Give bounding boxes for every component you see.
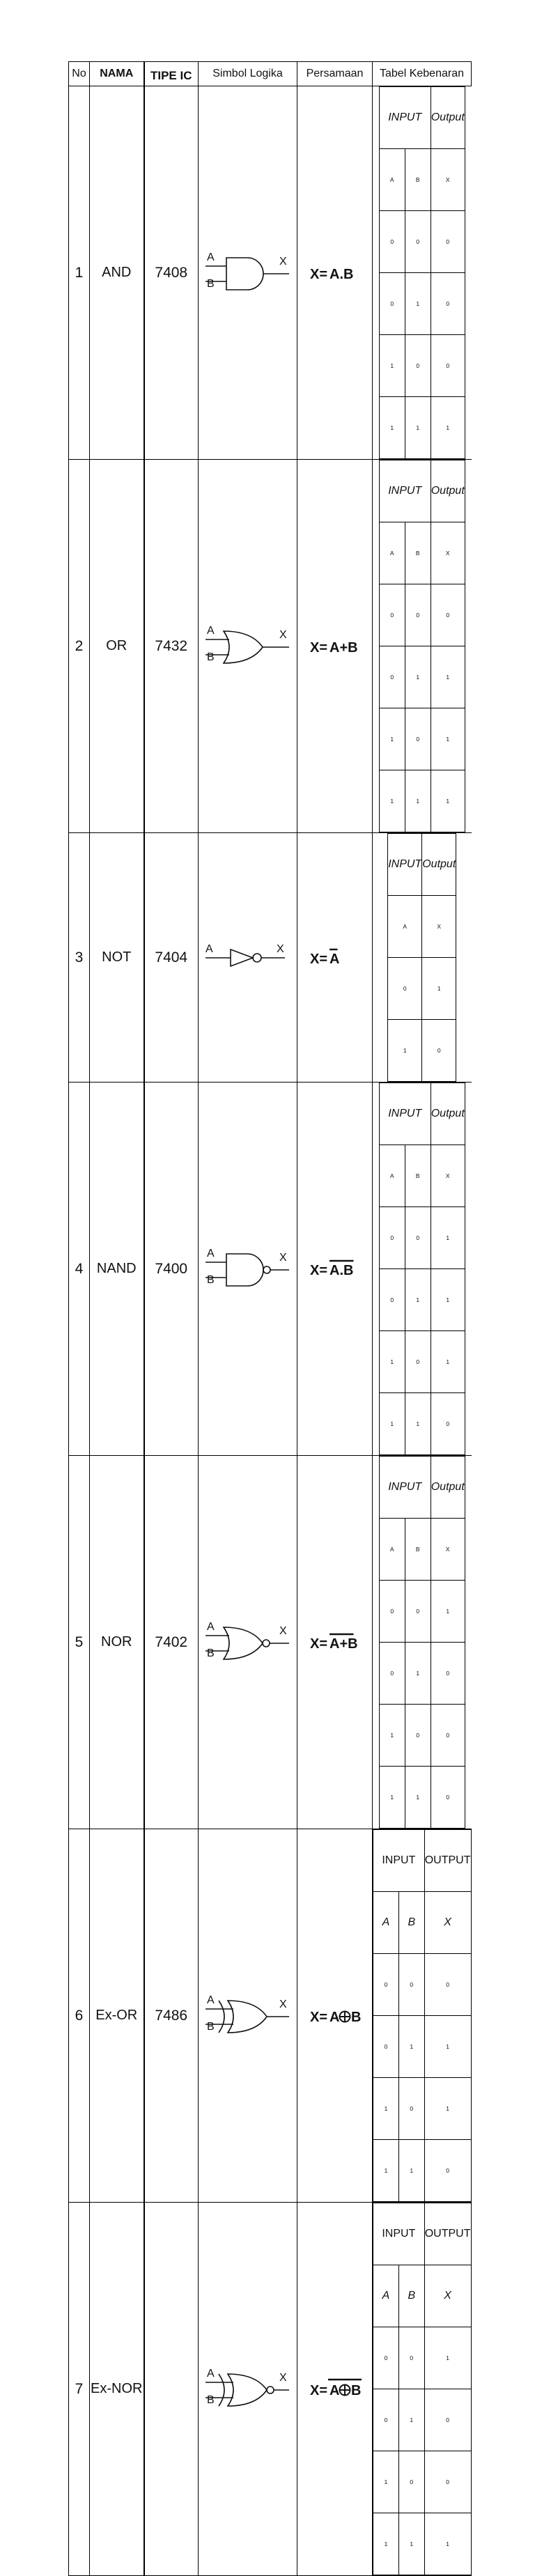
truth-table-row: [379, 1269, 465, 1331]
truth-table-columns: [379, 149, 465, 211]
gate-row-xnor: [69, 2203, 472, 2576]
truth-table-cell: 1: [405, 1767, 431, 1829]
truth-table-cell: 0: [424, 2389, 471, 2451]
truth-table-cell: 0: [379, 1269, 405, 1331]
equation-not: [300, 944, 370, 972]
truth-table-cell: 1: [424, 2327, 471, 2389]
truth-table-cell: 0: [373, 2389, 399, 2451]
truth-table-columns: [379, 522, 465, 584]
equation-cell: [297, 1083, 373, 1456]
equation-cell: [297, 86, 373, 460]
equation-prefix: X=: [309, 266, 327, 282]
header-no: No: [69, 62, 90, 86]
header-row: [69, 62, 472, 86]
truth-table-columns: [379, 1145, 465, 1207]
truth-table-cell: 0: [431, 273, 465, 335]
equation-prefix: X=: [309, 639, 327, 655]
truth-table-row: [373, 2078, 472, 2140]
truth-table-output-header: Output: [431, 87, 465, 149]
truth-table-cell: 0: [379, 1207, 405, 1269]
truth-table-cell: 0: [405, 1705, 431, 1767]
equation-operand-b: B: [350, 2009, 361, 2025]
truth-table-cell: 0: [373, 2327, 399, 2389]
truth-table-head: [373, 2203, 472, 2265]
truth-table-cell: 0: [379, 1643, 405, 1705]
truth-table-cell: 1: [431, 1207, 465, 1269]
equation-cell: [297, 460, 373, 833]
truth-table-row: [373, 2513, 472, 2575]
truth-table-cell: 0: [379, 273, 405, 335]
xor-extra-curve: [219, 2001, 224, 2033]
truth-table-cell: 0: [398, 2327, 424, 2389]
equation-operand-a: A: [329, 2009, 339, 2025]
logic-symbol-cell: [199, 1829, 297, 2203]
truth-table-col-x: X: [422, 896, 456, 958]
gate-name: Ex-OR: [90, 1829, 144, 2203]
or-body: [228, 2001, 267, 2033]
equation-xor: [300, 2002, 370, 2030]
truth-table-output-header: Output: [422, 834, 456, 896]
equation-nand: [300, 1255, 370, 1283]
input-label-b: B: [206, 651, 215, 663]
truth-table-cell: 1: [398, 2513, 424, 2575]
truth-table-row: [379, 1767, 465, 1829]
input-label-b: B: [206, 1647, 215, 1659]
truth-table-nor: [379, 1456, 465, 1829]
truth-table-cell: 1: [373, 2513, 399, 2575]
gate-symbol-nor: [203, 1615, 293, 1670]
truth-table-cell: 1: [379, 708, 405, 770]
equation-and: [300, 259, 370, 287]
truth-table-cell: 0: [398, 2451, 424, 2513]
header-simbol-logika: Simbol Logika: [199, 62, 297, 86]
logic-symbol-cell: [199, 2203, 297, 2576]
truth-table-input-header: INPUT: [379, 1083, 431, 1145]
gate-name: Ex-NOR: [90, 2203, 144, 2576]
truth-table-row: [379, 584, 465, 646]
truth-table-row: [373, 2451, 472, 2513]
gate-name: NAND: [90, 1083, 144, 1456]
truth-table-cell: 1: [405, 646, 431, 708]
truth-table-cell: 0: [373, 1954, 399, 2016]
equation-or: [300, 633, 370, 660]
not-triangle: [231, 949, 253, 966]
truth-table-cell: 1: [424, 2513, 471, 2575]
truth-table-cell: 0: [431, 1643, 465, 1705]
truth-table-cell: 1: [379, 770, 405, 832]
row-number: 1: [69, 86, 90, 460]
truth-table-cell: 0: [379, 211, 405, 273]
or-body: [228, 2374, 267, 2406]
truth-table-columns: [379, 1519, 465, 1581]
ic-type: 7408: [144, 86, 199, 460]
truth-table-input-header: INPUT: [373, 1830, 425, 1892]
truth-table-row: [379, 1581, 465, 1643]
truth-table-col-x: X: [431, 522, 465, 584]
truth-table-cell: 0: [405, 708, 431, 770]
truth-table-col-b: B: [398, 2265, 424, 2327]
equation-body: A.B: [329, 266, 353, 282]
truth-table-row: [379, 397, 465, 459]
truth-table-cell: 1: [373, 2078, 399, 2140]
gate-row-not: [69, 833, 472, 1083]
output-label-x: X: [279, 1251, 287, 1264]
truth-table-or: [379, 460, 465, 832]
row-number: 6: [69, 1829, 90, 2203]
truth-table-cell: 0: [398, 2078, 424, 2140]
gate-symbol-and: [203, 245, 293, 301]
truth-table-cell: 1: [424, 2016, 471, 2078]
xor-extra-curve: [219, 2374, 224, 2406]
truth-table-col-a: A: [379, 522, 405, 584]
truth-table-col-x: X: [424, 1892, 471, 1954]
truth-table-col-a: A: [379, 149, 405, 211]
input-label-b: B: [206, 1273, 215, 1286]
input-label-b: B: [206, 2393, 215, 2406]
truth-table-cell: 1: [405, 1269, 431, 1331]
ic-type: 7402: [144, 1456, 199, 1829]
truth-table-cell: 0: [431, 335, 465, 397]
truth-table-cell: 0: [398, 1954, 424, 2016]
gate-name: NOR: [90, 1456, 144, 1829]
truth-table-row: [388, 1020, 456, 1082]
truth-table-cell: 1: [405, 397, 431, 459]
gate-row-or: [69, 460, 472, 833]
truth-table-xor: [373, 1829, 472, 2202]
truth-table-cell: 0: [424, 1954, 471, 2016]
truth-table-cell: 1: [379, 1767, 405, 1829]
truth-table-cell-container: [373, 460, 472, 833]
equation-operand-b: B: [350, 2382, 361, 2398]
logic-symbol-cell: [199, 833, 297, 1083]
truth-table-row: [373, 2389, 472, 2451]
equation-body: A: [329, 951, 339, 967]
truth-table-head: [388, 834, 456, 896]
truth-table-head: [379, 1083, 465, 1145]
gate-name: AND: [90, 86, 144, 460]
truth-table-cell: 0: [424, 2140, 471, 2202]
equation-prefix: X=: [309, 2009, 327, 2025]
equation-prefix: X=: [309, 951, 327, 967]
output-label-x: X: [279, 255, 287, 267]
truth-table-output-header: Output: [431, 1457, 465, 1519]
input-label-a: A: [206, 251, 215, 263]
truth-table-cell: 0: [379, 1581, 405, 1643]
or-body: [224, 631, 263, 663]
truth-table-row: [373, 2140, 472, 2202]
truth-table-input-header: INPUT: [379, 87, 431, 149]
truth-table-cell: 0: [405, 335, 431, 397]
logic-symbol-cell: [199, 1083, 297, 1456]
row-number: 5: [69, 1456, 90, 1829]
truth-table-output-header: Output: [431, 460, 465, 522]
truth-table-cell: 0: [388, 958, 422, 1020]
truth-table-cell: 1: [388, 1020, 422, 1082]
truth-table-cell: 1: [379, 335, 405, 397]
equation-prefix: X=: [309, 1636, 327, 1652]
truth-table-col-b: B: [405, 1519, 431, 1581]
truth-table-cell: 0: [405, 1207, 431, 1269]
truth-table-cell: 1: [431, 397, 465, 459]
truth-table-input-header: INPUT: [373, 2203, 425, 2265]
truth-table-cell: 1: [373, 2140, 399, 2202]
equation-cell: [297, 1456, 373, 1829]
input-label-a: A: [206, 1994, 215, 2006]
ic-type: [144, 2203, 199, 2576]
inversion-bubble: [263, 1640, 270, 1647]
truth-table-input-header: INPUT: [379, 1457, 431, 1519]
truth-table-col-x: X: [431, 1519, 465, 1581]
logic-symbol-cell: [199, 86, 297, 460]
truth-table-col-x: X: [431, 1145, 465, 1207]
truth-table-row: [379, 211, 465, 273]
truth-table-cell-container: [373, 2203, 472, 2576]
truth-table-input-header: INPUT: [379, 460, 431, 522]
inversion-bubble: [267, 2387, 274, 2393]
equation-cell: [297, 1829, 373, 2203]
and-body: [226, 258, 263, 290]
truth-table-cell: 0: [405, 1331, 431, 1393]
equation-operand-a: A: [329, 2382, 339, 2398]
truth-table-cell: 0: [373, 2016, 399, 2078]
truth-table-cell-container: [373, 1083, 472, 1456]
truth-table-col-b: B: [398, 1892, 424, 1954]
truth-table-cell: 0: [405, 584, 431, 646]
truth-table-cell: 1: [379, 1331, 405, 1393]
gate-symbol-nand: [203, 1241, 293, 1297]
truth-table-output-header: OUTPUT: [424, 2203, 471, 2265]
truth-table-cell: 0: [422, 1020, 456, 1082]
truth-table-cell: 0: [431, 211, 465, 273]
gate-symbol-or: [203, 619, 293, 674]
equation-nor: [300, 1629, 370, 1656]
output-label-x: X: [279, 1998, 287, 2010]
truth-table-cell: 1: [405, 273, 431, 335]
truth-table-cell: 1: [398, 2016, 424, 2078]
truth-table-columns: [373, 2265, 472, 2327]
header-persamaan: Persamaan: [297, 62, 373, 86]
row-number: 7: [69, 2203, 90, 2576]
header-tipe-ic: TIPE IC: [144, 62, 199, 86]
truth-table-cell: 1: [422, 958, 456, 1020]
gate-row-xor: [69, 1829, 472, 2203]
truth-table-row: [379, 1331, 465, 1393]
gate-name: OR: [90, 460, 144, 833]
equation-prefix: X=: [309, 2382, 327, 2398]
truth-table-head: [379, 1457, 465, 1519]
output-label-x: X: [279, 628, 287, 641]
truth-table-cell: 1: [431, 1581, 465, 1643]
truth-table-cell: 1: [431, 1331, 465, 1393]
and-body: [226, 1254, 263, 1286]
truth-table-cell: 1: [431, 770, 465, 832]
truth-table-cell: 1: [398, 2140, 424, 2202]
truth-table-row: [379, 1705, 465, 1767]
truth-table-cell: 1: [379, 1705, 405, 1767]
truth-table-row: [379, 1207, 465, 1269]
truth-table-cell: 1: [431, 1269, 465, 1331]
ic-type: 7432: [144, 460, 199, 833]
truth-table-cell: 0: [431, 584, 465, 646]
gate-row-nand: [69, 1083, 472, 1456]
truth-table-col-b: B: [405, 1145, 431, 1207]
truth-table-row: [379, 708, 465, 770]
equation-xnor: [300, 2375, 370, 2403]
header-tabel-kebenaran: Tabel Kebenaran: [373, 62, 472, 86]
logic-gate-table: [68, 61, 472, 2576]
truth-table-cell: 0: [424, 2451, 471, 2513]
or-body: [224, 1627, 263, 1659]
truth-table-row: [379, 770, 465, 832]
ic-type: 7400: [144, 1083, 199, 1456]
gate-rows: [69, 86, 472, 2576]
truth-table-cell: 0: [379, 584, 405, 646]
truth-table-cell: 0: [405, 211, 431, 273]
output-label-x: X: [279, 1624, 287, 1637]
output-label-x: X: [279, 2371, 287, 2384]
gate-symbol-xor: [203, 1988, 293, 2044]
truth-table-cell: 1: [405, 1643, 431, 1705]
truth-table-output-header: OUTPUT: [424, 1830, 471, 1892]
truth-table-col-b: B: [405, 149, 431, 211]
truth-table-col-x: X: [424, 2265, 471, 2327]
gate-symbol-not: [203, 930, 293, 986]
truth-table-output-header: Output: [431, 1083, 465, 1145]
truth-table-cell: 0: [431, 1393, 465, 1455]
truth-table-col-a: A: [379, 1145, 405, 1207]
truth-table-cell-container: [373, 1829, 472, 2203]
equation-cell: [297, 2203, 373, 2576]
truth-table-row: [379, 273, 465, 335]
gate-name: NOT: [90, 833, 144, 1083]
truth-table-columns: [388, 896, 456, 958]
truth-table-col-x: X: [431, 149, 465, 211]
truth-table-row: [388, 958, 456, 1020]
logic-symbol-cell: [199, 460, 297, 833]
truth-table-cell: 1: [405, 1393, 431, 1455]
truth-table-cell: 1: [398, 2389, 424, 2451]
truth-table-not: [387, 833, 456, 1082]
input-label-b: B: [206, 2020, 215, 2033]
equation-body: A.B: [329, 1262, 353, 1278]
truth-table-cell: 0: [379, 646, 405, 708]
truth-table-col-a: A: [373, 1892, 399, 1954]
truth-table-cell: 1: [431, 708, 465, 770]
input-label-a: A: [206, 1247, 215, 1259]
gate-row-nor: [69, 1456, 472, 1829]
input-label-b: B: [206, 277, 215, 290]
equation-body: A+B: [329, 639, 358, 655]
row-number: 3: [69, 833, 90, 1083]
output-label-x: X: [276, 942, 284, 955]
truth-table-nand: [379, 1083, 465, 1455]
truth-table-col-a: A: [388, 896, 422, 958]
gate-symbol-xnor: [203, 2361, 293, 2417]
truth-table-columns: [373, 1892, 472, 1954]
truth-table-row: [379, 335, 465, 397]
ic-type: 7404: [144, 833, 199, 1083]
logic-symbol-cell: [199, 1456, 297, 1829]
input-label-a: A: [206, 2367, 215, 2380]
truth-table-cell: 1: [431, 646, 465, 708]
truth-table-and: [379, 86, 465, 459]
truth-table-col-a: A: [373, 2265, 399, 2327]
truth-table-cell: 1: [373, 2451, 399, 2513]
truth-table-cell-container: [373, 1456, 472, 1829]
equation-prefix: X=: [309, 1262, 327, 1278]
truth-table-cell: 0: [431, 1705, 465, 1767]
truth-table-row: [379, 646, 465, 708]
input-label-a: A: [206, 624, 215, 637]
input-label-a: A: [205, 942, 213, 955]
truth-table-cell: 1: [379, 1393, 405, 1455]
truth-table-head: [373, 1830, 472, 1892]
truth-table-cell: 0: [431, 1767, 465, 1829]
truth-table-row: [373, 2327, 472, 2389]
equation-cell: [297, 833, 373, 1083]
truth-table-cell: 1: [405, 770, 431, 832]
truth-table-input-header: INPUT: [388, 834, 422, 896]
truth-table-head: [379, 460, 465, 522]
truth-table-head: [379, 87, 465, 149]
ic-type: 7486: [144, 1829, 199, 2203]
truth-table-row: [379, 1393, 465, 1455]
inversion-bubble: [263, 1266, 270, 1273]
truth-table-col-b: B: [405, 522, 431, 584]
truth-table-row: [379, 1643, 465, 1705]
gate-row-and: [69, 86, 472, 460]
truth-table-cell: 1: [379, 397, 405, 459]
truth-table-row: [373, 1954, 472, 2016]
truth-table-cell: 0: [405, 1581, 431, 1643]
truth-table-cell-container: [373, 833, 472, 1083]
row-number: 4: [69, 1083, 90, 1456]
equation-body: A+B: [329, 1636, 358, 1652]
truth-table-cell: 1: [424, 2078, 471, 2140]
truth-table-row: [373, 2016, 472, 2078]
truth-table-xnor: [373, 2203, 472, 2575]
row-number: 2: [69, 460, 90, 833]
truth-table-col-a: A: [379, 1519, 405, 1581]
truth-table-cell-container: [373, 86, 472, 460]
header-nama: NAMA: [90, 62, 144, 86]
input-label-a: A: [206, 1620, 215, 1633]
